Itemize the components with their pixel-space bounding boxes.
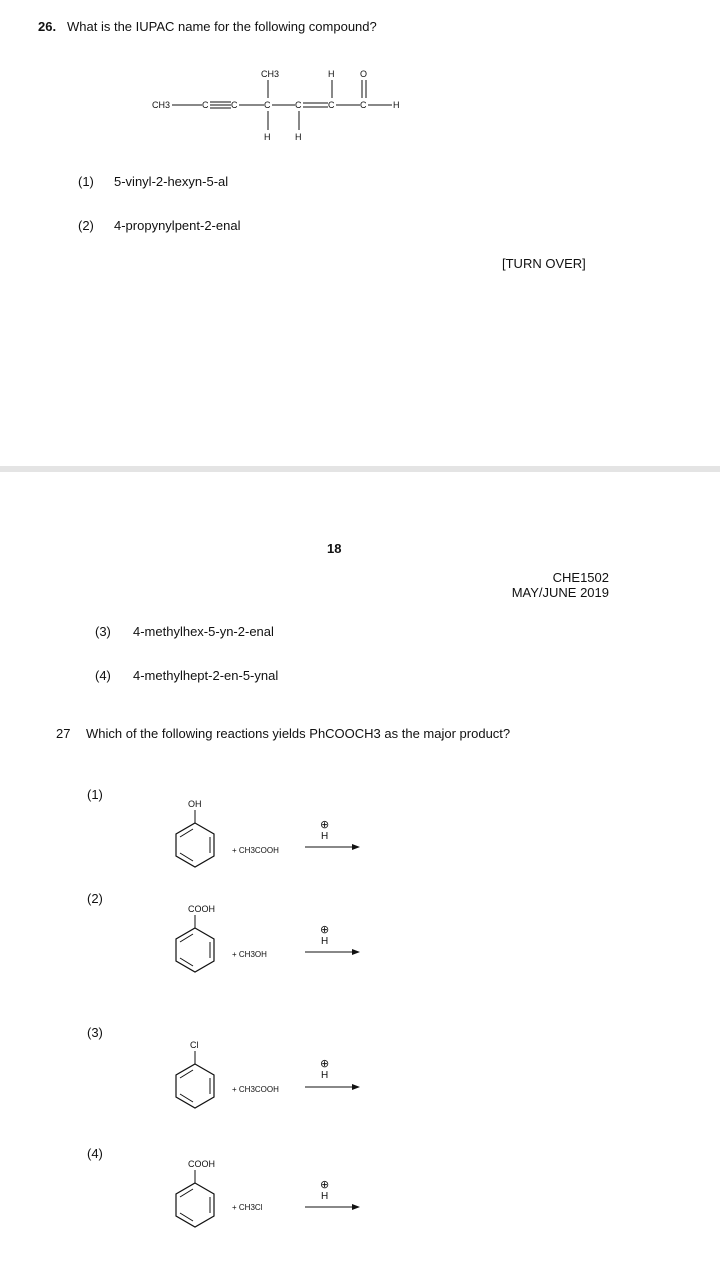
q26-option-3-text: 4-methylhex-5-yn-2-enal	[133, 624, 274, 639]
structure-c5: C	[328, 100, 335, 110]
reaction-3-number: (3)	[87, 1025, 103, 1040]
reaction-4-number: (4)	[87, 1146, 103, 1161]
benzene-ring-icon	[176, 928, 214, 972]
q26-option-3-number: (3)	[95, 624, 111, 639]
structure-h-end: H	[393, 100, 400, 110]
q26-option-1-text: 5-vinyl-2-hexyn-5-al	[114, 174, 229, 189]
arrow-icon	[352, 1204, 360, 1210]
question-27-number: 27	[56, 726, 71, 741]
arrow-icon	[352, 949, 360, 955]
structure-c1: C	[202, 100, 209, 110]
reaction-2-reagent: + CH3OH	[232, 950, 267, 959]
structure-c6: C	[360, 100, 367, 110]
structure-ch3-left: CH3	[152, 100, 171, 110]
structure-o-top: O	[360, 69, 368, 79]
exam-session: MAY/JUNE 2019	[511, 585, 609, 600]
structure-h-bottom-1: H	[264, 132, 271, 142]
reaction-1-scheme	[160, 795, 370, 875]
structure-c4: C	[295, 100, 302, 110]
reaction-1-number: (1)	[87, 787, 103, 802]
reaction-4-catalyst: H	[321, 1191, 329, 1202]
structure-ch3-top: CH3	[261, 69, 280, 79]
question-26-number: 26.	[38, 19, 57, 34]
reaction-2-scheme	[160, 900, 370, 980]
q26-option-2-number: (2)	[78, 218, 94, 233]
question-26-text: What is the IUPAC name for the following compound?	[67, 19, 377, 34]
q26-option-4-text: 4-methylhept-2-en-5-ynal	[133, 668, 279, 683]
turn-over-note: [TURN OVER]	[502, 256, 586, 271]
reaction-1-substituent: OH	[188, 799, 202, 809]
reaction-4-substituent: COOH	[188, 1159, 215, 1169]
page-divider	[0, 466, 720, 472]
arrow-icon	[352, 1084, 360, 1090]
benzene-ring-icon	[176, 1183, 214, 1227]
reaction-3-catalyst: H	[321, 1070, 329, 1081]
structure-h-bottom-2: H	[295, 132, 302, 142]
reaction-3-scheme	[160, 1036, 370, 1116]
reaction-2-substituent: COOH	[188, 904, 215, 914]
reaction-2-catalyst: H	[321, 936, 329, 947]
reaction-1-reagent: + CH3COOH	[232, 846, 279, 855]
reaction-1-catalyst: H	[321, 831, 329, 842]
course-code: CHE1502	[552, 570, 609, 585]
reaction-4-charge: ⊕	[320, 1179, 330, 1191]
q26-structure	[140, 60, 420, 150]
reaction-3-substituent: Cl	[190, 1040, 199, 1050]
question-27-text: Which of the following reactions yields PhCOOCH3 as the major product?	[86, 726, 511, 741]
structure-c2: C	[231, 100, 238, 110]
reaction-2-charge: ⊕	[320, 924, 330, 936]
structure-h-top: H	[328, 69, 335, 79]
arrow-icon	[352, 844, 360, 850]
reaction-3-reagent: + CH3COOH	[232, 1085, 279, 1094]
reaction-2-number: (2)	[87, 891, 103, 906]
q26-option-1-number: (1)	[78, 174, 94, 189]
reaction-3-charge: ⊕	[320, 1058, 330, 1070]
q26-option-2-text: 4-propynylpent-2-enal	[114, 218, 241, 233]
page-number: 18	[327, 541, 342, 556]
benzene-ring-icon	[176, 1064, 214, 1108]
benzene-ring-icon	[176, 823, 214, 867]
reaction-1-charge: ⊕	[320, 819, 330, 831]
reaction-4-reagent: + CH3Cl	[232, 1203, 263, 1212]
structure-c3: C	[264, 100, 271, 110]
q26-option-4-number: (4)	[95, 668, 111, 683]
reaction-4-scheme	[160, 1155, 370, 1235]
